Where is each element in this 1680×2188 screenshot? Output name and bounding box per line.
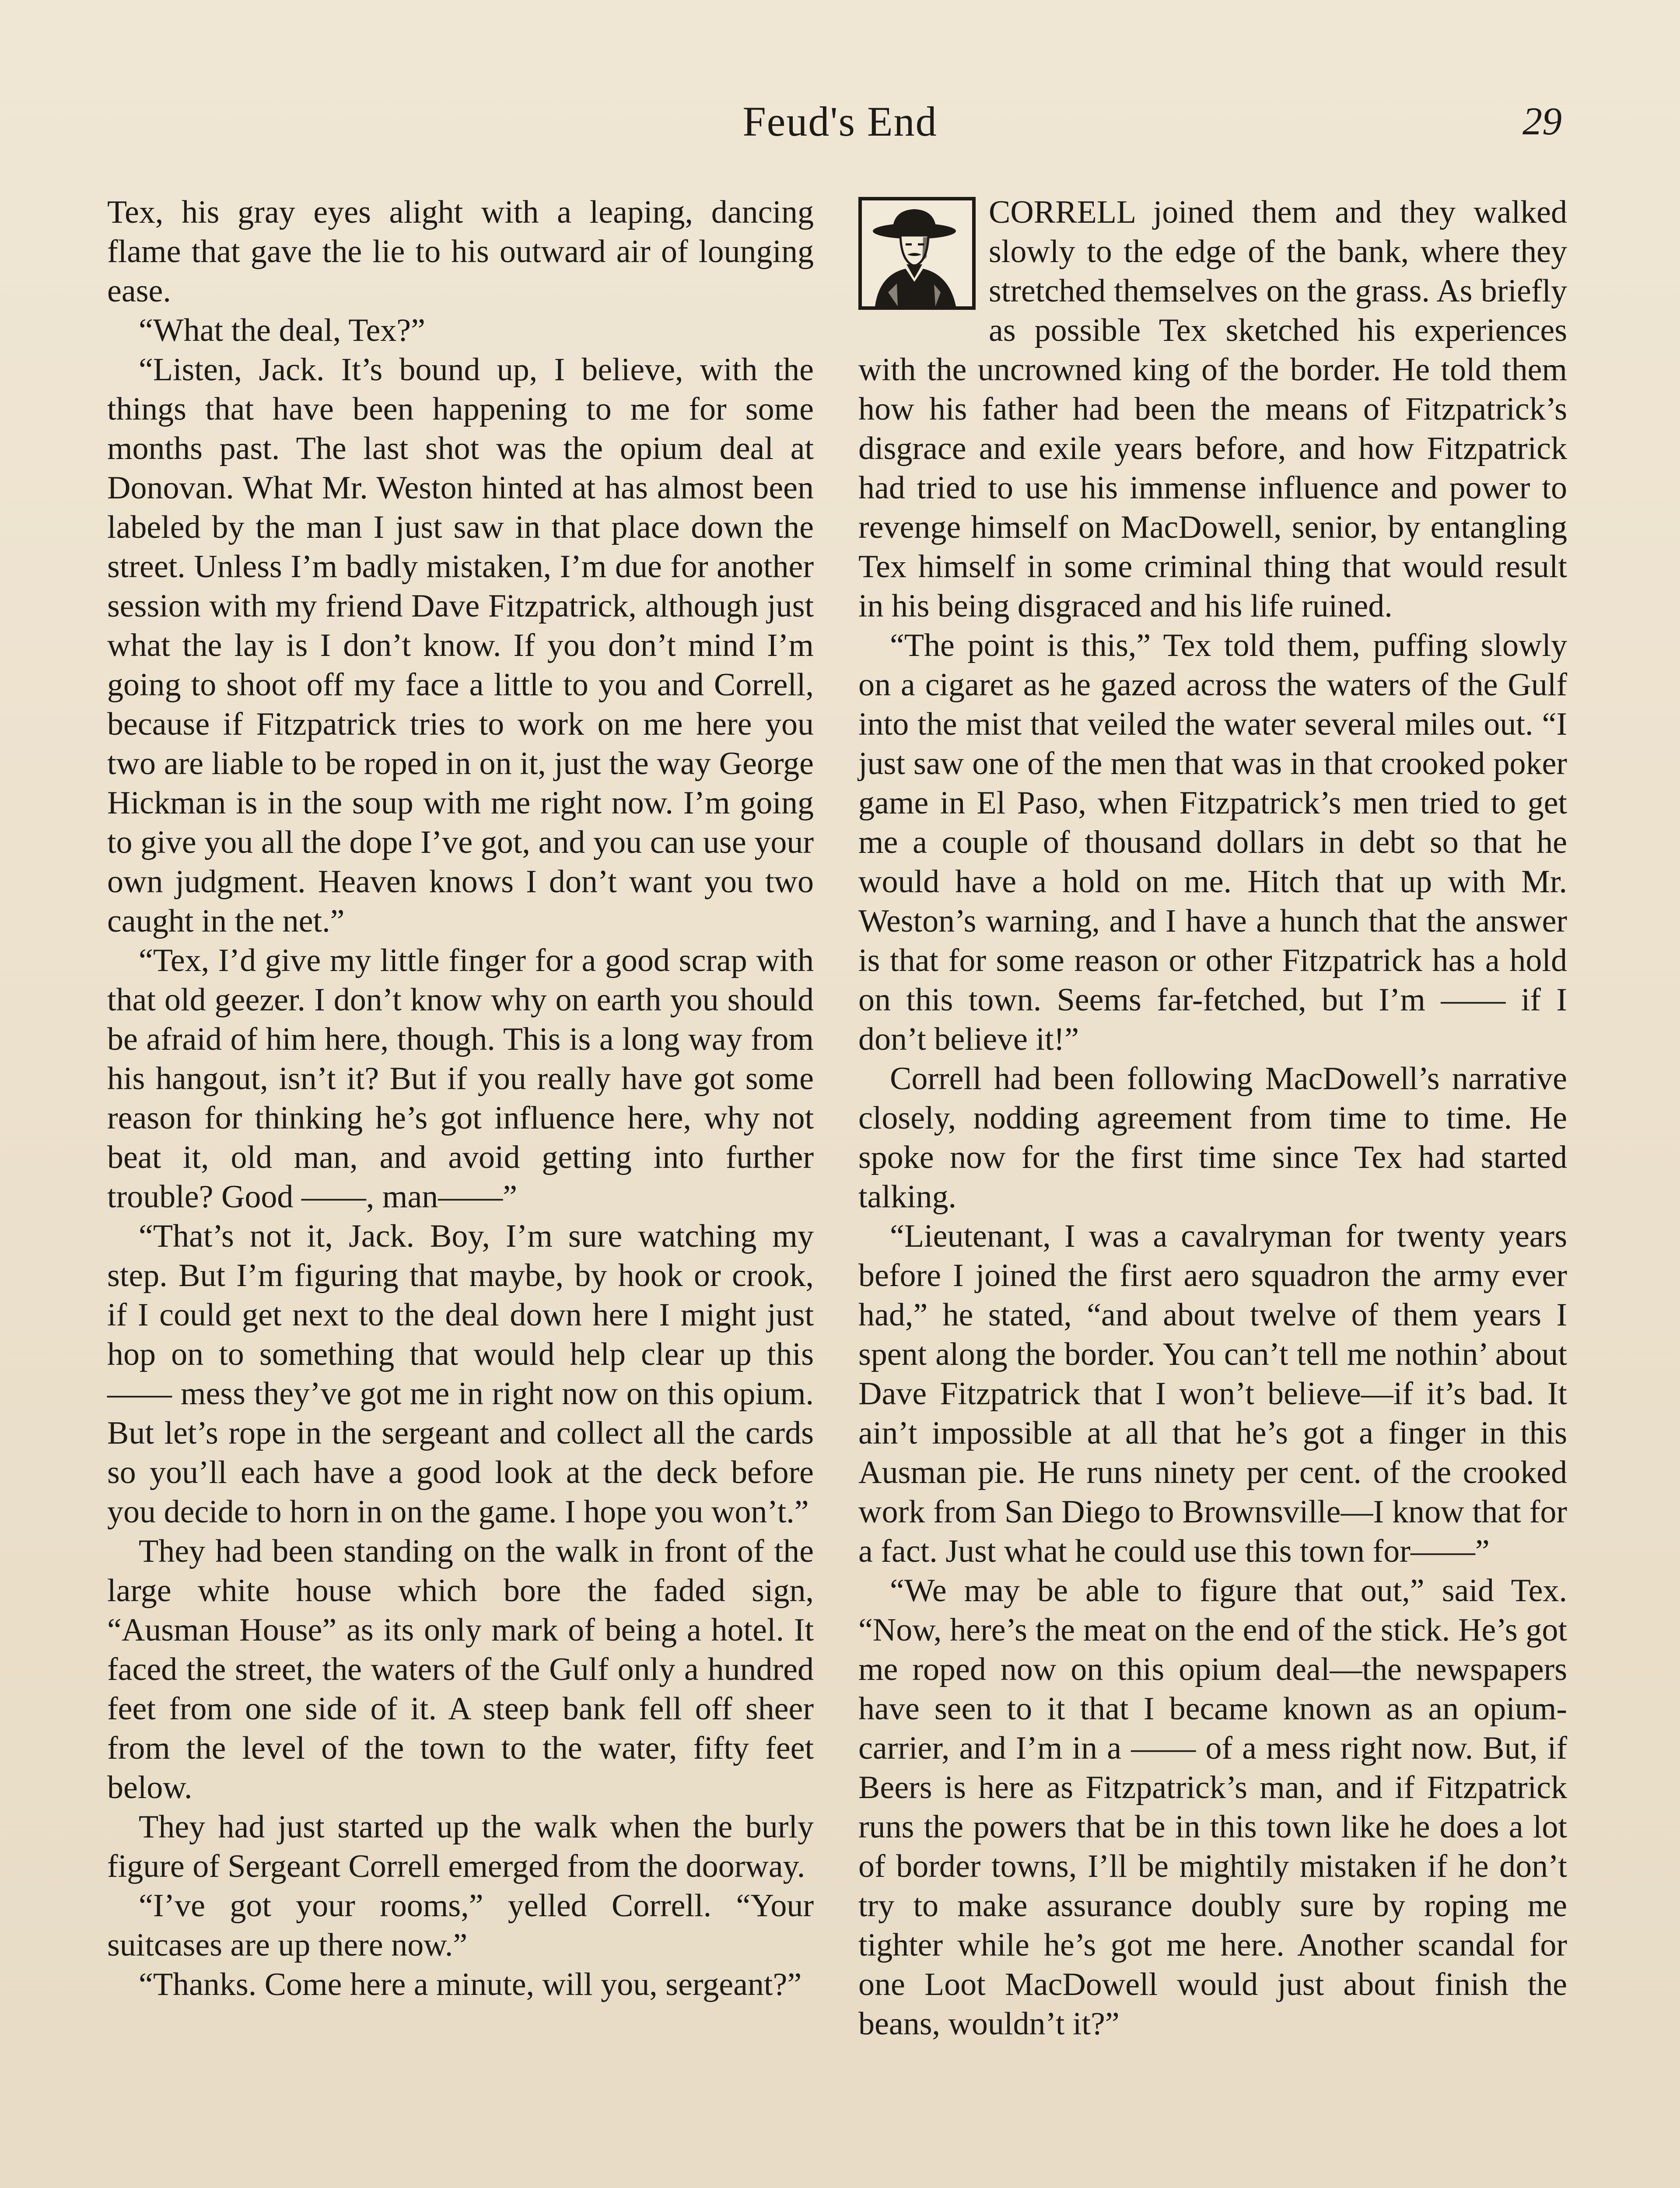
paragraph: “What the deal, Tex?” bbox=[139, 312, 425, 348]
paragraph: Correll had been following MacDowell’s narrative closely, nodding agreement from time to time. He spoke now for the first time since Tex had started talking. bbox=[858, 1061, 1567, 1215]
paragraph: “Tex, I’d give my little finger for a good scrap with that old geezer. I don’t know why on earth you should be afraid of him here, though. This is a long way from his hangout, isn’t it? But if you really have got some reason for thinking he’s got influence here, why not beat it, old man, and avoid getting into further trouble? Good ——, man——” bbox=[107, 943, 814, 1215]
paragraph: “That’s not it, Jack. Boy, I’m sure watching my step. But I’m figuring that maybe, by hook or crook, if I could get next to the deal down here I might just hop on to something that would help clear up this —— mess they’ve got me in right now on this opium. But let’s rope in the sergeant and collect all the cards so you’ll each have a good look at the deck before you decide to horn in on the game. I hope you won’t.” bbox=[107, 1218, 814, 1530]
paragraph: “Thanks. Come here a minute, will you, sergeant?” bbox=[139, 1967, 802, 2002]
paragraph: They had just started up the walk when the burly figure of Sergeant Correll emerged from the doorway. bbox=[107, 1809, 814, 1884]
page-number: 29 bbox=[1522, 100, 1562, 143]
cowboy-illustration-icon bbox=[858, 197, 976, 310]
paragraph: “Lieutenant, I was a cavalryman for twenty years before I joined the first aero squadron the army ever had,” he stated, “and about twelve of them years I spent along the border. You can’t tell me nothin’ about Dave Fitzpatrick that I won’t believe—if it’s bad. It ain’t impossible at all that he’s got a finger in this Ausman pie. He runs ninety per cent. of the crooked work from San Diego to Brownsville—I know that for a fact. Just what he could use this town for——” bbox=[858, 1218, 1567, 1569]
paragraph: “The point is this,” Tex told them, puffing slowly on a cigaret as he gazed across the waters of the Gulf into the mist that veiled the water several miles out. “I just saw one of the men that was in that crooked poker game in El Paso, when Fitzpatrick’s men tried to get me a couple of thousand dollars in debt so that he would have a hold on me. Hitch that up with Mr. Weston’s warning, and I have a hunch that the answer is that for some reason or other Fitzpatrick has a hold on this town. Seems far-fetched, but I’m —— if I don’t believe it!” bbox=[858, 628, 1567, 1057]
right-column bbox=[858, 193, 1567, 2044]
cowboy-portrait-icon bbox=[862, 200, 972, 306]
paragraph: They had been standing on the walk in front of the large white house which bore the faded sign, “Ausman House” as its only mark of being a hotel. It faced the street, the waters of the Gulf only a hundred feet from one side of it. A steep bank fell off sheer from the level of the town to the water, fifty feet below. bbox=[107, 1533, 814, 1806]
running-title: Feud's End bbox=[742, 98, 938, 145]
paragraph: “I’ve got your rooms,” yelled Correll. “Your suitcases are up there now.” bbox=[107, 1888, 814, 1963]
left-column bbox=[107, 193, 814, 2004]
paragraph: Tex, his gray eyes alight with a leaping, dancing flame that gave the lie to his outward air of lounging ease. bbox=[107, 194, 814, 309]
paragraph: “Listen, Jack. It’s bound up, I believe, with the things that have been happening to me for some months past. The last shot was the opium deal at Donovan. What Mr. Weston hinted at has almost been labeled by the man I just saw in that place down the street. Unless I’m badly mistaken, I’m due for another session with my friend Dave Fitzpatrick, although just what the lay is I don’t know. If you don’t mind I’m going to shoot off my face a little to you and Correll, because if Fitzpatrick tries to work on me here you two are liable to be roped in on it, just the way George Hickman is in the soup with me right now. I’m going to give you all the dope I’ve got, and you can use your own judgment. Heaven knows I don’t want you two caught in the net.” bbox=[107, 352, 814, 939]
paragraph: “We may be able to figure that out,” said Tex. “Now, here’s the meat on the end of the stick. He’s got me roped now on this opium deal—the newspapers have seen to it that I became known as an opium-carrier, and I’m in a —— of a mess right now. But, if Beers is here as Fitzpatrick’s man, and if Fitzpatrick runs the powers that be in this town like he does a lot of border towns, I’ll be mightily mistaken if he don’t try to make assurance doubly sure by roping me tighter while he’s got me here. Another scandal for one Loot MacDowell would just about finish the beans, wouldn’t it?” bbox=[858, 1573, 1567, 2042]
paragraph: CORRELL joined them and they walked slowly to the edge of the bank, where they stretched themselves on the grass. As briefly as possible Tex sketched his experiences with the uncrowned king of the border. He told them how his father had been the means of Fitzpatrick’s disgrace and exile years before, and how Fitzpatrick had tried to use his immense influence and power to revenge himself on MacDowell, senior, by entangling Tex himself in some criminal thing that would result in his being disgraced and his life ruined. bbox=[858, 194, 1567, 624]
